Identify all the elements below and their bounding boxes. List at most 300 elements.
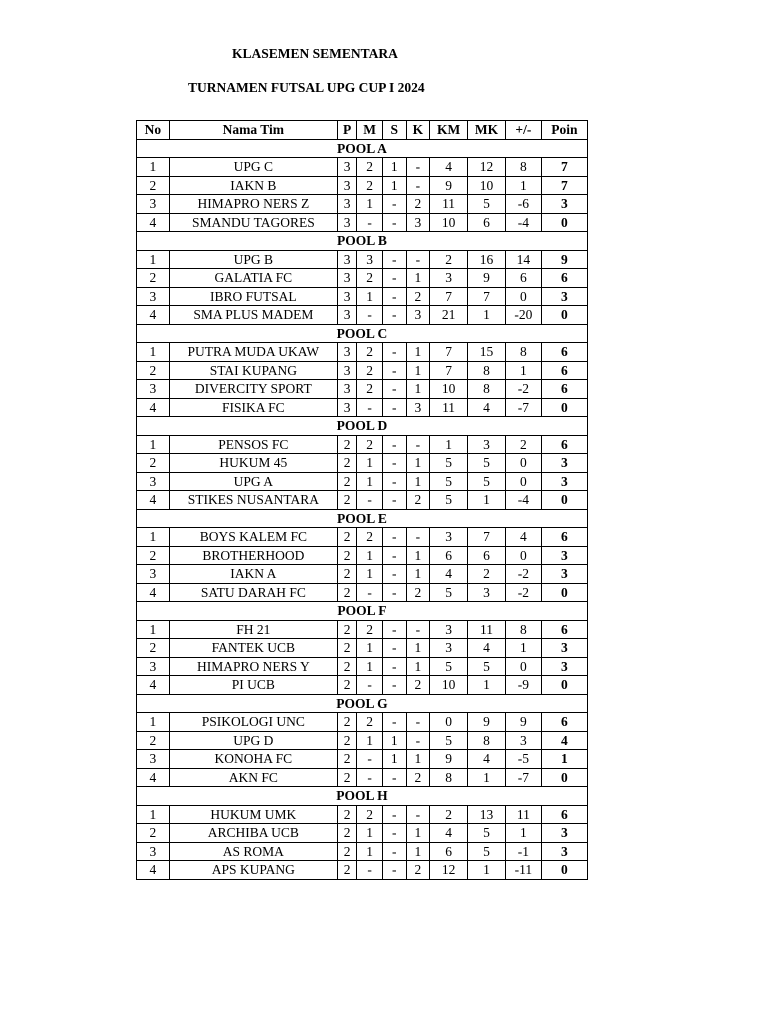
cell-goals-against: 8 bbox=[468, 361, 506, 380]
column-header: MK bbox=[468, 121, 506, 140]
cell-points: 3 bbox=[541, 824, 587, 843]
cell-team-name: ARCHIBA UCB bbox=[169, 824, 337, 843]
cell-points: 1 bbox=[541, 750, 587, 769]
cell-played: 3 bbox=[337, 250, 356, 269]
cell-drawn: - bbox=[382, 213, 406, 232]
cell-won: - bbox=[357, 213, 383, 232]
cell-lost: 1 bbox=[406, 657, 430, 676]
cell-goals-for: 5 bbox=[430, 472, 468, 491]
cell-drawn: 1 bbox=[382, 750, 406, 769]
cell-goal-diff: -4 bbox=[505, 491, 541, 510]
cell-goals-against: 5 bbox=[468, 454, 506, 473]
pool-name: POOL G bbox=[137, 694, 588, 713]
cell-goals-for: 0 bbox=[430, 713, 468, 732]
table-row bbox=[137, 565, 588, 584]
cell-played: 2 bbox=[337, 750, 356, 769]
table-row bbox=[137, 398, 588, 417]
cell-goals-against: 1 bbox=[468, 306, 506, 325]
cell-drawn: - bbox=[382, 361, 406, 380]
table-row bbox=[137, 287, 588, 306]
cell-goals-for: 11 bbox=[430, 195, 468, 214]
table-row bbox=[137, 713, 588, 732]
cell-lost: - bbox=[406, 435, 430, 454]
cell-drawn: - bbox=[382, 287, 406, 306]
cell-lost: 2 bbox=[406, 287, 430, 306]
cell-lost: 1 bbox=[406, 472, 430, 491]
cell-drawn: - bbox=[382, 565, 406, 584]
cell-drawn: - bbox=[382, 861, 406, 880]
pool-header-row bbox=[137, 417, 588, 436]
cell-team-name: FH 21 bbox=[169, 620, 337, 639]
cell-lost: - bbox=[406, 620, 430, 639]
cell-no: 3 bbox=[137, 657, 170, 676]
cell-lost: 1 bbox=[406, 565, 430, 584]
cell-goals-against: 5 bbox=[468, 657, 506, 676]
cell-drawn: - bbox=[382, 380, 406, 399]
cell-points: 0 bbox=[541, 398, 587, 417]
cell-no: 2 bbox=[137, 824, 170, 843]
column-header: S bbox=[382, 121, 406, 140]
cell-goals-for: 10 bbox=[430, 676, 468, 695]
cell-team-name: UPG A bbox=[169, 472, 337, 491]
cell-lost: 1 bbox=[406, 824, 430, 843]
cell-goal-diff: 0 bbox=[505, 546, 541, 565]
table-row bbox=[137, 195, 588, 214]
cell-drawn: - bbox=[382, 620, 406, 639]
cell-goal-diff: 3 bbox=[505, 731, 541, 750]
cell-team-name: PUTRA MUDA UKAW bbox=[169, 343, 337, 362]
cell-goals-against: 7 bbox=[468, 287, 506, 306]
cell-goals-for: 8 bbox=[430, 768, 468, 787]
cell-goal-diff: -7 bbox=[505, 768, 541, 787]
cell-won: 2 bbox=[357, 620, 383, 639]
cell-no: 4 bbox=[137, 491, 170, 510]
cell-goals-for: 6 bbox=[430, 546, 468, 565]
table-row bbox=[137, 583, 588, 602]
cell-goals-for: 7 bbox=[430, 287, 468, 306]
cell-won: - bbox=[357, 768, 383, 787]
cell-goals-for: 3 bbox=[430, 528, 468, 547]
cell-drawn: - bbox=[382, 195, 406, 214]
cell-goals-for: 3 bbox=[430, 620, 468, 639]
pool-header-row bbox=[137, 232, 588, 251]
cell-points: 3 bbox=[541, 454, 587, 473]
cell-points: 6 bbox=[541, 435, 587, 454]
cell-played: 2 bbox=[337, 805, 356, 824]
cell-no: 2 bbox=[137, 639, 170, 658]
cell-points: 4 bbox=[541, 731, 587, 750]
cell-goals-against: 3 bbox=[468, 435, 506, 454]
cell-goals-for: 2 bbox=[430, 805, 468, 824]
cell-team-name: FISIKA FC bbox=[169, 398, 337, 417]
cell-no: 1 bbox=[137, 158, 170, 177]
cell-goals-for: 6 bbox=[430, 842, 468, 861]
table-row bbox=[137, 620, 588, 639]
cell-won: 2 bbox=[357, 713, 383, 732]
cell-lost: - bbox=[406, 805, 430, 824]
cell-played: 2 bbox=[337, 565, 356, 584]
cell-won: 1 bbox=[357, 657, 383, 676]
cell-goals-against: 8 bbox=[468, 731, 506, 750]
cell-drawn: - bbox=[382, 250, 406, 269]
cell-lost: 1 bbox=[406, 750, 430, 769]
cell-played: 3 bbox=[337, 287, 356, 306]
cell-points: 6 bbox=[541, 361, 587, 380]
pool-header-row bbox=[137, 139, 588, 158]
cell-played: 2 bbox=[337, 491, 356, 510]
cell-no: 4 bbox=[137, 398, 170, 417]
table-row bbox=[137, 380, 588, 399]
cell-drawn: 1 bbox=[382, 158, 406, 177]
cell-won: 2 bbox=[357, 380, 383, 399]
table-row bbox=[137, 491, 588, 510]
cell-points: 3 bbox=[541, 472, 587, 491]
cell-won: 1 bbox=[357, 472, 383, 491]
cell-goals-against: 5 bbox=[468, 472, 506, 491]
cell-goals-against: 11 bbox=[468, 620, 506, 639]
cell-lost: - bbox=[406, 528, 430, 547]
cell-goals-against: 1 bbox=[468, 768, 506, 787]
cell-goals-for: 9 bbox=[430, 176, 468, 195]
cell-goals-for: 3 bbox=[430, 269, 468, 288]
cell-won: 2 bbox=[357, 269, 383, 288]
cell-team-name: GALATIA FC bbox=[169, 269, 337, 288]
column-header: Nama Tim bbox=[169, 121, 337, 140]
cell-no: 2 bbox=[137, 176, 170, 195]
table-row bbox=[137, 213, 588, 232]
cell-played: 3 bbox=[337, 380, 356, 399]
cell-goals-against: 4 bbox=[468, 398, 506, 417]
cell-no: 2 bbox=[137, 454, 170, 473]
cell-goals-for: 21 bbox=[430, 306, 468, 325]
cell-team-name: AKN FC bbox=[169, 768, 337, 787]
standings-body bbox=[137, 139, 588, 879]
pool-name: POOL D bbox=[137, 417, 588, 436]
cell-goals-against: 8 bbox=[468, 380, 506, 399]
cell-no: 2 bbox=[137, 731, 170, 750]
pool-name: POOL A bbox=[137, 139, 588, 158]
table-row bbox=[137, 306, 588, 325]
standings-table bbox=[136, 120, 588, 880]
cell-team-name: BOYS KALEM FC bbox=[169, 528, 337, 547]
cell-team-name: HUKUM 45 bbox=[169, 454, 337, 473]
cell-team-name: STAI KUPANG bbox=[169, 361, 337, 380]
cell-lost: 1 bbox=[406, 343, 430, 362]
table-row bbox=[137, 768, 588, 787]
table-row bbox=[137, 250, 588, 269]
cell-team-name: STIKES NUSANTARA bbox=[169, 491, 337, 510]
cell-played: 3 bbox=[337, 176, 356, 195]
cell-team-name: SATU DARAH FC bbox=[169, 583, 337, 602]
cell-goal-diff: -2 bbox=[505, 583, 541, 602]
cell-team-name: UPG D bbox=[169, 731, 337, 750]
cell-no: 1 bbox=[137, 250, 170, 269]
column-header: P bbox=[337, 121, 356, 140]
cell-won: 1 bbox=[357, 546, 383, 565]
table-row bbox=[137, 546, 588, 565]
cell-won: 1 bbox=[357, 287, 383, 306]
cell-lost: 1 bbox=[406, 380, 430, 399]
pool-header-row bbox=[137, 694, 588, 713]
cell-no: 4 bbox=[137, 861, 170, 880]
cell-played: 3 bbox=[337, 361, 356, 380]
cell-drawn: 1 bbox=[382, 731, 406, 750]
cell-goals-against: 15 bbox=[468, 343, 506, 362]
cell-goal-diff: -6 bbox=[505, 195, 541, 214]
cell-goals-for: 2 bbox=[430, 250, 468, 269]
cell-drawn: - bbox=[382, 343, 406, 362]
column-header: M bbox=[357, 121, 383, 140]
cell-played: 3 bbox=[337, 343, 356, 362]
cell-goal-diff: -11 bbox=[505, 861, 541, 880]
cell-goal-diff: 0 bbox=[505, 657, 541, 676]
cell-won: 2 bbox=[357, 343, 383, 362]
cell-lost: 2 bbox=[406, 861, 430, 880]
table-row bbox=[137, 676, 588, 695]
cell-goal-diff: 0 bbox=[505, 287, 541, 306]
cell-goals-against: 1 bbox=[468, 861, 506, 880]
cell-played: 3 bbox=[337, 398, 356, 417]
cell-played: 2 bbox=[337, 472, 356, 491]
cell-drawn: - bbox=[382, 454, 406, 473]
cell-no: 2 bbox=[137, 546, 170, 565]
table-row bbox=[137, 805, 588, 824]
cell-points: 0 bbox=[541, 583, 587, 602]
cell-points: 3 bbox=[541, 195, 587, 214]
cell-team-name: HUKUM UMK bbox=[169, 805, 337, 824]
cell-goal-diff: 9 bbox=[505, 713, 541, 732]
cell-drawn: - bbox=[382, 768, 406, 787]
cell-goals-against: 6 bbox=[468, 213, 506, 232]
cell-team-name: HIMAPRO NERS Y bbox=[169, 657, 337, 676]
pool-name: POOL B bbox=[137, 232, 588, 251]
cell-no: 1 bbox=[137, 343, 170, 362]
pool-header-row bbox=[137, 509, 588, 528]
cell-goal-diff: 8 bbox=[505, 343, 541, 362]
cell-goal-diff: 2 bbox=[505, 435, 541, 454]
cell-won: - bbox=[357, 861, 383, 880]
cell-won: 1 bbox=[357, 454, 383, 473]
pool-header-row bbox=[137, 602, 588, 621]
pool-header-row bbox=[137, 324, 588, 343]
cell-lost: 1 bbox=[406, 269, 430, 288]
cell-points: 3 bbox=[541, 546, 587, 565]
cell-goals-against: 1 bbox=[468, 491, 506, 510]
cell-won: - bbox=[357, 398, 383, 417]
cell-goal-diff: 1 bbox=[505, 176, 541, 195]
cell-lost: - bbox=[406, 176, 430, 195]
cell-goal-diff: -20 bbox=[505, 306, 541, 325]
cell-drawn: - bbox=[382, 435, 406, 454]
cell-lost: 1 bbox=[406, 639, 430, 658]
cell-drawn: - bbox=[382, 639, 406, 658]
cell-goals-for: 5 bbox=[430, 731, 468, 750]
cell-goal-diff: -7 bbox=[505, 398, 541, 417]
cell-lost: - bbox=[406, 713, 430, 732]
cell-won: - bbox=[357, 491, 383, 510]
cell-lost: 2 bbox=[406, 583, 430, 602]
cell-drawn: - bbox=[382, 306, 406, 325]
cell-points: 3 bbox=[541, 565, 587, 584]
cell-team-name: PSIKOLOGI UNC bbox=[169, 713, 337, 732]
cell-goal-diff: 8 bbox=[505, 620, 541, 639]
cell-played: 2 bbox=[337, 657, 356, 676]
table-row bbox=[137, 639, 588, 658]
cell-no: 1 bbox=[137, 528, 170, 547]
cell-lost: 3 bbox=[406, 306, 430, 325]
cell-goal-diff: 1 bbox=[505, 639, 541, 658]
cell-played: 2 bbox=[337, 842, 356, 861]
cell-goals-for: 7 bbox=[430, 361, 468, 380]
cell-goals-against: 10 bbox=[468, 176, 506, 195]
cell-lost: 2 bbox=[406, 768, 430, 787]
cell-goals-for: 9 bbox=[430, 750, 468, 769]
cell-goal-diff: 1 bbox=[505, 824, 541, 843]
table-row bbox=[137, 361, 588, 380]
cell-won: - bbox=[357, 306, 383, 325]
cell-goal-diff: -2 bbox=[505, 380, 541, 399]
document-subtitle: TURNAMEN FUTSAL UPG CUP I 2024 bbox=[188, 80, 425, 95]
cell-lost: - bbox=[406, 250, 430, 269]
cell-goals-for: 10 bbox=[430, 380, 468, 399]
cell-drawn: - bbox=[382, 528, 406, 547]
cell-goal-diff: -9 bbox=[505, 676, 541, 695]
cell-no: 3 bbox=[137, 565, 170, 584]
cell-points: 6 bbox=[541, 269, 587, 288]
cell-points: 0 bbox=[541, 768, 587, 787]
cell-team-name: PENSOS FC bbox=[169, 435, 337, 454]
cell-team-name: DIVERCITY SPORT bbox=[169, 380, 337, 399]
cell-points: 3 bbox=[541, 639, 587, 658]
cell-no: 1 bbox=[137, 620, 170, 639]
cell-team-name: KONOHA FC bbox=[169, 750, 337, 769]
cell-played: 2 bbox=[337, 731, 356, 750]
cell-played: 2 bbox=[337, 435, 356, 454]
cell-lost: 1 bbox=[406, 546, 430, 565]
cell-team-name: SMANDU TAGORES bbox=[169, 213, 337, 232]
cell-goals-against: 5 bbox=[468, 195, 506, 214]
cell-points: 3 bbox=[541, 657, 587, 676]
table-row bbox=[137, 657, 588, 676]
cell-no: 3 bbox=[137, 195, 170, 214]
cell-goal-diff: 0 bbox=[505, 472, 541, 491]
table-row bbox=[137, 824, 588, 843]
cell-won: 3 bbox=[357, 250, 383, 269]
cell-played: 3 bbox=[337, 195, 356, 214]
cell-lost: 2 bbox=[406, 491, 430, 510]
cell-team-name: IBRO FUTSAL bbox=[169, 287, 337, 306]
cell-goal-diff: -1 bbox=[505, 842, 541, 861]
cell-goal-diff: 0 bbox=[505, 454, 541, 473]
cell-goals-against: 12 bbox=[468, 158, 506, 177]
cell-goals-against: 13 bbox=[468, 805, 506, 824]
cell-no: 4 bbox=[137, 583, 170, 602]
cell-played: 3 bbox=[337, 213, 356, 232]
cell-lost: 1 bbox=[406, 842, 430, 861]
cell-team-name: FANTEK UCB bbox=[169, 639, 337, 658]
cell-lost: - bbox=[406, 731, 430, 750]
column-header: K bbox=[406, 121, 430, 140]
cell-won: 1 bbox=[357, 639, 383, 658]
cell-team-name: UPG B bbox=[169, 250, 337, 269]
cell-lost: 1 bbox=[406, 454, 430, 473]
cell-team-name: BROTHERHOOD bbox=[169, 546, 337, 565]
cell-won: 1 bbox=[357, 565, 383, 584]
column-header: Poin bbox=[541, 121, 587, 140]
cell-played: 2 bbox=[337, 546, 356, 565]
cell-played: 3 bbox=[337, 269, 356, 288]
cell-no: 3 bbox=[137, 380, 170, 399]
cell-won: 1 bbox=[357, 731, 383, 750]
cell-drawn: - bbox=[382, 269, 406, 288]
cell-goals-for: 12 bbox=[430, 861, 468, 880]
cell-won: - bbox=[357, 676, 383, 695]
table-row bbox=[137, 454, 588, 473]
cell-drawn: - bbox=[382, 842, 406, 861]
cell-drawn: - bbox=[382, 398, 406, 417]
cell-team-name: APS KUPANG bbox=[169, 861, 337, 880]
document-title: KLASEMEN SEMENTARA bbox=[232, 46, 398, 61]
cell-lost: 3 bbox=[406, 398, 430, 417]
cell-played: 2 bbox=[337, 639, 356, 658]
cell-no: 4 bbox=[137, 768, 170, 787]
cell-goal-diff: 1 bbox=[505, 361, 541, 380]
cell-goals-for: 4 bbox=[430, 565, 468, 584]
cell-no: 4 bbox=[137, 306, 170, 325]
cell-goals-for: 11 bbox=[430, 398, 468, 417]
cell-drawn: - bbox=[382, 805, 406, 824]
cell-won: 2 bbox=[357, 805, 383, 824]
cell-goals-against: 1 bbox=[468, 676, 506, 695]
cell-goals-for: 5 bbox=[430, 491, 468, 510]
table-row bbox=[137, 435, 588, 454]
cell-goals-against: 4 bbox=[468, 750, 506, 769]
cell-goal-diff: -5 bbox=[505, 750, 541, 769]
cell-points: 3 bbox=[541, 287, 587, 306]
cell-points: 6 bbox=[541, 528, 587, 547]
cell-won: 2 bbox=[357, 435, 383, 454]
column-header: No bbox=[137, 121, 170, 140]
cell-no: 2 bbox=[137, 269, 170, 288]
cell-goals-against: 2 bbox=[468, 565, 506, 584]
cell-lost: 3 bbox=[406, 213, 430, 232]
cell-played: 2 bbox=[337, 676, 356, 695]
header-row bbox=[137, 121, 588, 140]
cell-goals-for: 4 bbox=[430, 158, 468, 177]
cell-goals-for: 5 bbox=[430, 657, 468, 676]
cell-goals-against: 5 bbox=[468, 824, 506, 843]
cell-no: 3 bbox=[137, 842, 170, 861]
cell-points: 6 bbox=[541, 620, 587, 639]
cell-goals-for: 10 bbox=[430, 213, 468, 232]
cell-goals-for: 1 bbox=[430, 435, 468, 454]
cell-lost: 1 bbox=[406, 361, 430, 380]
cell-lost: 2 bbox=[406, 676, 430, 695]
cell-points: 9 bbox=[541, 250, 587, 269]
cell-lost: 2 bbox=[406, 195, 430, 214]
cell-drawn: - bbox=[382, 472, 406, 491]
cell-goals-for: 5 bbox=[430, 454, 468, 473]
cell-no: 3 bbox=[137, 287, 170, 306]
column-header: KM bbox=[430, 121, 468, 140]
pool-name: POOL H bbox=[137, 787, 588, 806]
cell-team-name: HIMAPRO NERS Z bbox=[169, 195, 337, 214]
cell-played: 2 bbox=[337, 713, 356, 732]
cell-won: 1 bbox=[357, 195, 383, 214]
cell-won: 1 bbox=[357, 824, 383, 843]
cell-points: 0 bbox=[541, 861, 587, 880]
pool-name: POOL C bbox=[137, 324, 588, 343]
